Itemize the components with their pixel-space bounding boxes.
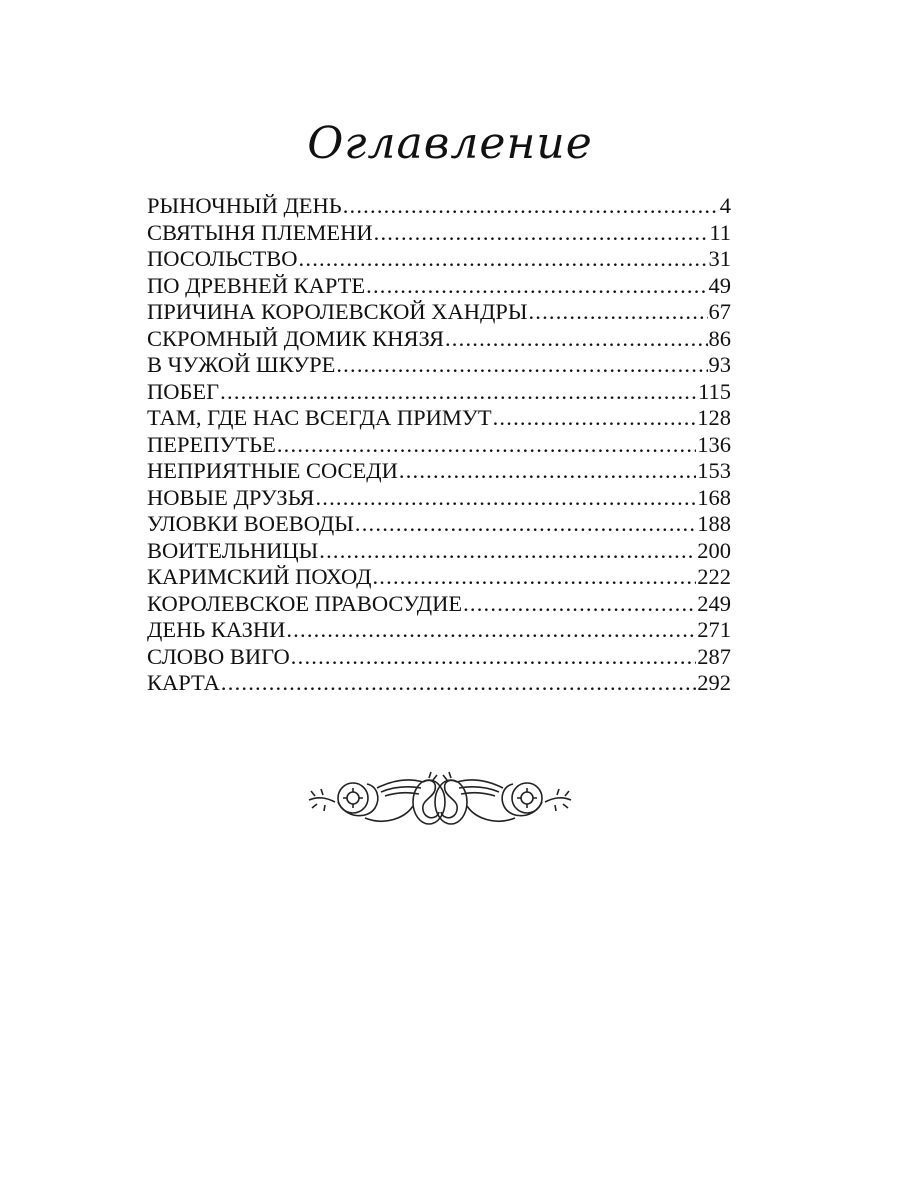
toc-entry-page: 188 (697, 511, 731, 536)
toc-entry-label: УЛОВКИ ВОЕВОДЫ (147, 511, 354, 536)
toc-entry-label: КОРОЛЕВСКОЕ ПРАВОСУДИЕ (147, 590, 463, 616)
toc-entry[interactable] (147, 564, 731, 591)
dot-leader (355, 511, 696, 537)
toc-entry-page: 11 (709, 219, 731, 245)
toc-entry[interactable] (147, 299, 731, 326)
dot-leader (493, 405, 697, 431)
toc-entry[interactable] (147, 405, 731, 432)
dot-leader (221, 670, 696, 696)
toc-entry-page: 49 (708, 272, 731, 298)
toc-entry-page: 168 (697, 484, 731, 510)
toc-entry[interactable] (147, 193, 731, 220)
dot-leader (445, 326, 708, 352)
toc-entry-page: 292 (697, 670, 731, 695)
toc-entry[interactable] (147, 617, 731, 644)
toc-entry-page: 222 (697, 564, 731, 589)
toc-entry-label: НЕПРИЯТНЫЕ СОСЕДИ (147, 458, 398, 483)
toc-entry[interactable] (147, 273, 731, 300)
toc-entry-label: СКРОМНЫЙ ДОМИК КНЯЗЯ (147, 325, 444, 351)
toc-entry-label: НОВЫЕ ДРУЗЬЯ (147, 484, 315, 510)
dragon-scroll-ornament-icon (305, 768, 575, 833)
dot-leader (336, 352, 707, 378)
dot-leader (291, 644, 696, 670)
toc-entry-label: ПОСОЛЬСТВО (147, 246, 298, 271)
toc-entry-label: ПОБЕГ (147, 378, 220, 404)
dot-leader (372, 564, 696, 590)
toc-entry-page: 128 (697, 405, 731, 430)
toc-entry[interactable] (147, 591, 731, 618)
toc-entry-label: ДЕНЬ КАЗНИ (147, 617, 286, 642)
dot-leader (319, 538, 696, 564)
dot-leader (220, 379, 697, 405)
toc-entry[interactable] (147, 670, 731, 697)
toc-entry-label: КАРИМСКИЙ ПОХОД (147, 564, 372, 589)
toc-entry-page: 200 (697, 537, 731, 563)
page-title: Оглавление (307, 118, 593, 169)
toc-entry-label: ВОИТЕЛЬНИЦЫ (147, 537, 319, 563)
dot-leader (366, 273, 707, 299)
toc-entry-page: 287 (697, 643, 731, 669)
toc-entry-page: 86 (708, 325, 731, 351)
dot-leader (399, 458, 696, 484)
toc-entry-page: 271 (697, 617, 731, 642)
toc-entry-label: СЛОВО ВИГО (147, 643, 290, 669)
toc-entry-label: СВЯТЫНЯ ПЛЕМЕНИ (147, 219, 373, 245)
toc-entry-page: 136 (697, 431, 731, 457)
toc-entry[interactable] (147, 326, 731, 353)
toc-entry[interactable] (147, 644, 731, 671)
toc-entry-page: 115 (698, 378, 731, 404)
toc-entry-page: 31 (708, 246, 731, 271)
toc-entry-page: 153 (697, 458, 731, 483)
toc-entry[interactable] (147, 352, 731, 379)
toc-entry[interactable] (147, 485, 731, 512)
toc-entry[interactable] (147, 220, 731, 247)
toc-entry-label: В ЧУЖОЙ ШКУРЕ (147, 352, 336, 377)
dot-leader (528, 299, 707, 325)
toc-entry[interactable] (147, 511, 731, 538)
dot-leader (277, 432, 696, 458)
toc-entry[interactable] (147, 432, 731, 459)
toc-entry-label: РЫНОЧНЫЙ ДЕНЬ (147, 193, 342, 218)
toc-entry-label: ПО ДРЕВНЕЙ КАРТЕ (147, 272, 366, 298)
toc-entry[interactable] (147, 379, 731, 406)
table-of-contents (147, 193, 731, 697)
dot-leader (299, 246, 708, 272)
toc-entry-page: 93 (708, 352, 731, 377)
toc-entry[interactable] (147, 246, 731, 273)
toc-entry[interactable] (147, 538, 731, 565)
toc-entry-page: 4 (719, 193, 731, 218)
toc-entry-label: ТАМ, ГДЕ НАС ВСЕГДА ПРИМУТ (147, 405, 492, 430)
dot-leader (315, 485, 696, 511)
dot-leader (286, 617, 696, 643)
dot-leader (463, 591, 696, 617)
toc-entry-label: ПРИЧИНА КОРОЛЕВСКОЙ ХАНДРЫ (147, 299, 528, 324)
toc-entry-page: 67 (708, 299, 731, 324)
dot-leader (343, 193, 719, 219)
toc-entry-label: ПЕРЕПУТЬЕ (147, 431, 276, 457)
toc-entry-label: КАРТА (147, 670, 220, 695)
toc-entry-page: 249 (697, 590, 731, 616)
toc-entry[interactable] (147, 458, 731, 485)
dot-leader (374, 220, 709, 246)
